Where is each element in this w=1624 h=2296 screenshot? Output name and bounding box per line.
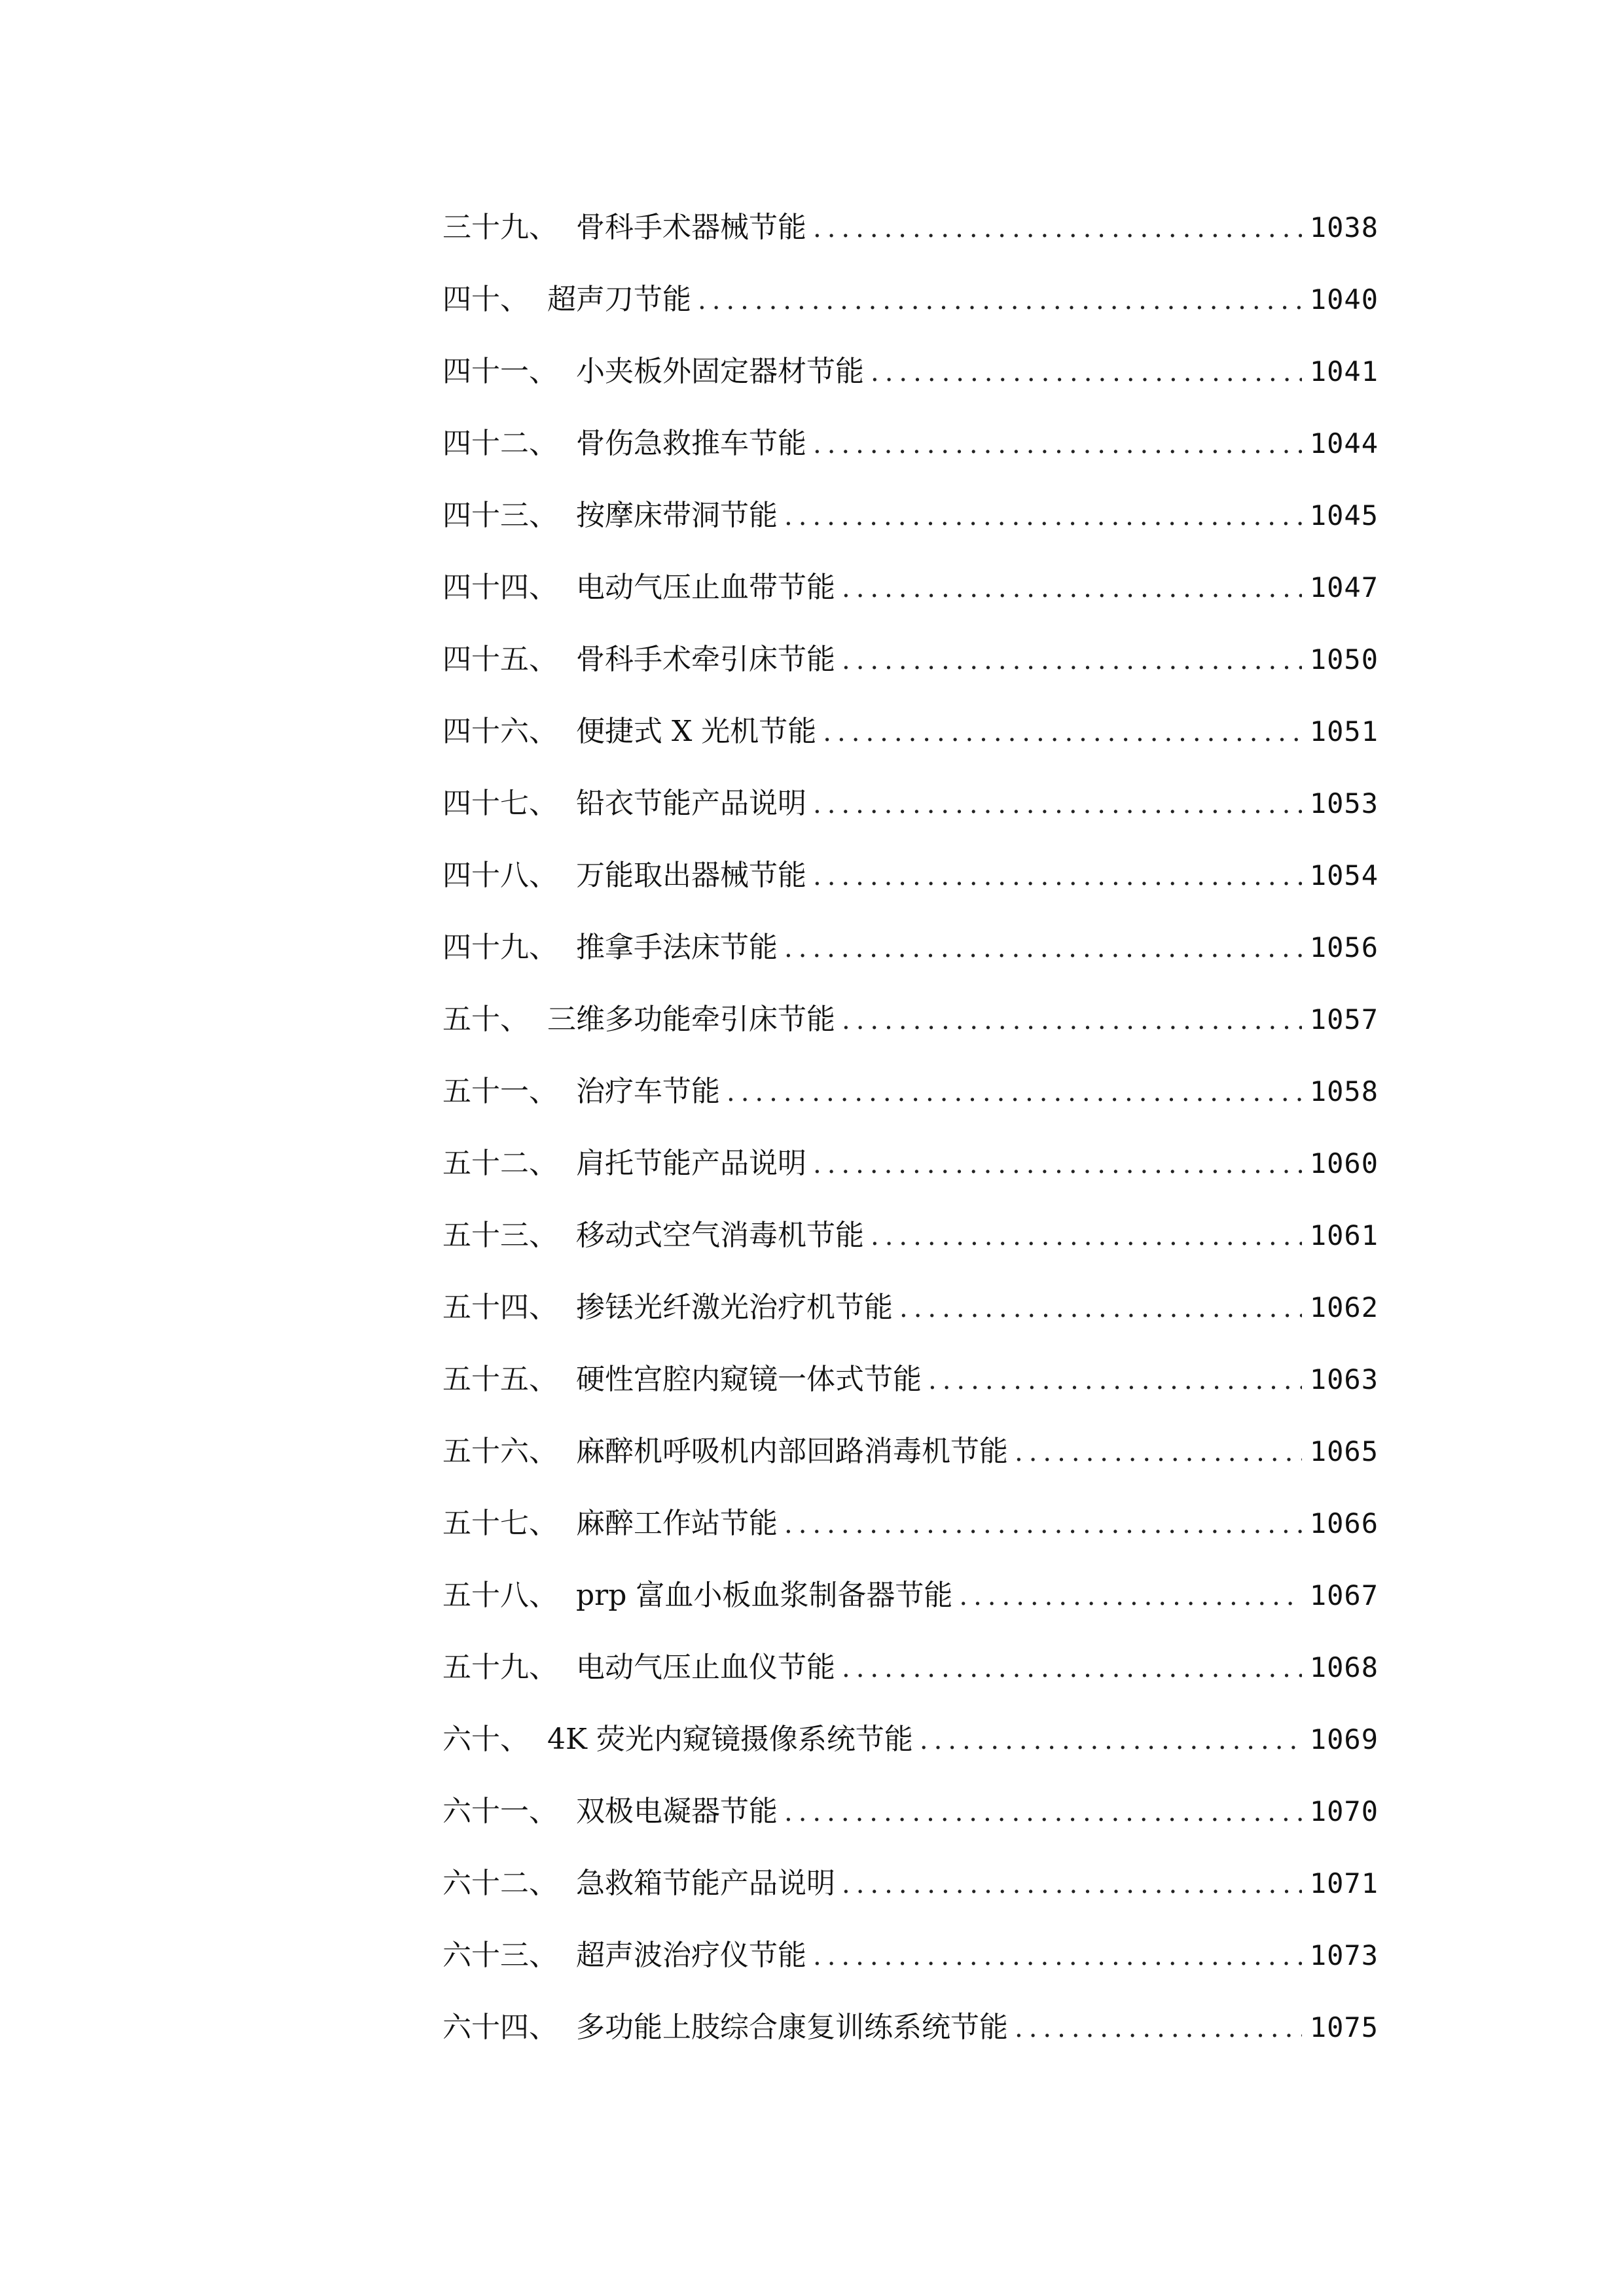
toc-entry-page: 1069 (1309, 1723, 1379, 1755)
toc-dot-leader (842, 1861, 1302, 1908)
toc-entry-page: 1075 (1309, 2011, 1379, 2043)
toc-entry-title: 电动气压止血仪节能 (576, 1651, 835, 1684)
toc-entry-number: 四十二、 (442, 427, 558, 460)
toc-entry-number: 六十、 (442, 1723, 529, 1756)
toc-entry[interactable] (442, 348, 1379, 420)
toc-entry-page: 1056 (1309, 931, 1379, 963)
toc-entry-title: 骨伤急救推车节能 (576, 427, 806, 460)
toc-entry-page: 1054 (1309, 859, 1379, 891)
toc-dot-leader (784, 1501, 1302, 1548)
toc-dot-leader (842, 637, 1302, 684)
toc-entry-number: 五十四、 (442, 1291, 558, 1324)
toc-entry-page: 1041 (1309, 355, 1379, 387)
toc-dot-leader (899, 1285, 1302, 1332)
toc-dot-leader (784, 1789, 1302, 1836)
toc-entry-title: 掺铥光纤激光治疗机节能 (576, 1291, 893, 1324)
toc-entry-page: 1068 (1309, 1651, 1379, 1683)
toc-entry[interactable] (442, 924, 1379, 996)
toc-entry-number: 四十一、 (442, 355, 558, 388)
toc-entry[interactable] (442, 780, 1379, 852)
toc-entry[interactable] (442, 1284, 1379, 1356)
toc-entry-title: 三维多功能牵引床节能 (547, 1003, 835, 1036)
toc-entry-title: 硬性宫腔内窥镜一体式节能 (576, 1363, 922, 1396)
toc-dot-leader (813, 205, 1302, 252)
toc-dot-leader (1015, 2005, 1302, 2052)
toc-entry[interactable] (442, 1500, 1379, 1572)
toc-entry-number: 五十五、 (442, 1363, 558, 1396)
toc-entry-number: 四十八、 (442, 859, 558, 892)
toc-dot-leader (842, 997, 1302, 1044)
toc-entry-page: 1053 (1309, 787, 1379, 819)
toc-dot-leader (727, 1069, 1302, 1116)
toc-entry-page: 1045 (1309, 499, 1379, 531)
toc-entry-title: 便捷式 X 光机节能 (576, 715, 817, 748)
toc-entry-page: 1044 (1309, 427, 1379, 459)
toc-dot-leader (813, 781, 1302, 828)
toc-entry-number: 六十二、 (442, 1867, 558, 1900)
toc-entry-title: 推拿手法床节能 (576, 931, 778, 964)
toc-entry[interactable] (442, 1356, 1379, 1428)
toc-entry-number: 四十五、 (442, 643, 558, 676)
toc-entry-page: 1073 (1309, 1939, 1379, 1971)
toc-entry-title: 骨科手术牵引床节能 (576, 643, 835, 676)
toc-entry-title: 4K 荧光内窥镜摄像系统节能 (547, 1723, 913, 1756)
toc-entry-page: 1061 (1309, 1219, 1379, 1251)
toc-entry-number: 四十四、 (442, 571, 558, 604)
toc-entry-number: 五十二、 (442, 1147, 558, 1180)
toc-entry-title: 万能取出器械节能 (576, 859, 806, 892)
toc-entry-title: 双极电凝器节能 (576, 1795, 778, 1828)
toc-entry[interactable] (442, 1212, 1379, 1284)
toc-entry[interactable] (442, 492, 1379, 564)
toc-entry[interactable] (442, 1932, 1379, 2004)
toc-entry[interactable] (442, 1428, 1379, 1500)
toc-entry[interactable] (442, 1644, 1379, 1716)
toc-entry-page: 1065 (1309, 1435, 1379, 1467)
toc-entry[interactable] (442, 852, 1379, 924)
toc-entry-page: 1060 (1309, 1147, 1379, 1179)
toc-dot-leader (823, 709, 1302, 756)
toc-entry-number: 三十九、 (442, 211, 558, 244)
toc-dot-leader (784, 493, 1302, 540)
toc-entry-number: 六十三、 (442, 1939, 558, 1972)
toc-dot-leader (784, 925, 1302, 972)
table-of-contents (442, 204, 1379, 2076)
toc-entry-page: 1071 (1309, 1867, 1379, 1899)
toc-entry-page: 1047 (1309, 571, 1379, 603)
toc-entry[interactable] (442, 1788, 1379, 1860)
toc-dot-leader (1015, 1429, 1302, 1476)
toc-entry-title: 治疗车节能 (576, 1075, 720, 1108)
toc-dot-leader (959, 1573, 1301, 1620)
toc-entry-number: 六十一、 (442, 1795, 558, 1828)
toc-entry-number: 四十六、 (442, 715, 558, 748)
toc-entry-title: prp 富血小板血浆制备器节能 (576, 1579, 953, 1612)
toc-entry[interactable] (442, 636, 1379, 708)
toc-entry-page: 1062 (1309, 1291, 1379, 1323)
toc-entry-title: 急救箱节能产品说明 (576, 1867, 835, 1900)
toc-entry-title: 小夹板外固定器材节能 (576, 355, 864, 388)
toc-entry-title: 按摩床带洞节能 (576, 499, 778, 532)
toc-entry-page: 1040 (1309, 283, 1379, 315)
toc-entry[interactable] (442, 708, 1379, 780)
toc-entry-number: 五十一、 (442, 1075, 558, 1108)
toc-entry-page: 1051 (1309, 715, 1379, 747)
toc-entry[interactable] (442, 996, 1379, 1068)
toc-dot-leader (698, 277, 1302, 324)
toc-dot-leader (813, 853, 1302, 900)
toc-entry-number: 五十八、 (442, 1579, 558, 1612)
toc-entry[interactable] (442, 276, 1379, 348)
toc-entry-title: 铅衣节能产品说明 (576, 787, 806, 820)
toc-entry-page: 1057 (1309, 1003, 1379, 1035)
toc-entry-title: 肩托节能产品说明 (576, 1147, 806, 1180)
toc-entry-page: 1050 (1309, 643, 1379, 675)
toc-dot-leader (813, 1933, 1302, 1980)
toc-entry-page: 1038 (1309, 211, 1379, 243)
toc-entry[interactable] (442, 1140, 1379, 1212)
toc-entry-page: 1070 (1309, 1795, 1379, 1827)
toc-entry[interactable] (442, 1068, 1379, 1140)
toc-entry-page: 1067 (1309, 1579, 1379, 1611)
toc-entry-title: 多功能上肢综合康复训练系统节能 (576, 2011, 1008, 2044)
toc-entry[interactable] (442, 564, 1379, 636)
toc-entry-title: 骨科手术器械节能 (576, 211, 806, 244)
toc-entry-number: 四十九、 (442, 931, 558, 964)
toc-entry[interactable] (442, 204, 1379, 276)
toc-entry-number: 五十七、 (442, 1507, 558, 1540)
toc-entry-title: 超声波治疗仪节能 (576, 1939, 806, 1972)
toc-entry-number: 四十三、 (442, 499, 558, 532)
toc-entry-page: 1066 (1309, 1507, 1379, 1539)
toc-entry-page: 1058 (1309, 1075, 1379, 1107)
toc-dot-leader (871, 1213, 1302, 1260)
toc-entry-page: 1063 (1309, 1363, 1379, 1395)
toc-dot-leader (813, 1141, 1302, 1188)
toc-dot-leader (920, 1717, 1302, 1764)
toc-entry-title: 麻醉工作站节能 (576, 1507, 778, 1540)
toc-entry-number: 五十六、 (442, 1435, 558, 1468)
toc-entry-title: 移动式空气消毒机节能 (576, 1219, 864, 1252)
toc-entry-title: 电动气压止血带节能 (576, 571, 835, 604)
toc-entry-number: 五十三、 (442, 1219, 558, 1252)
toc-dot-leader (842, 1645, 1302, 1692)
toc-dot-leader (928, 1357, 1302, 1404)
toc-dot-leader (871, 349, 1302, 396)
toc-entry-number: 四十、 (442, 283, 529, 316)
toc-dot-leader (842, 565, 1302, 612)
toc-entry-number: 五十、 (442, 1003, 529, 1036)
toc-entry[interactable] (442, 2004, 1379, 2076)
toc-entry-number: 五十九、 (442, 1651, 558, 1684)
toc-entry[interactable] (442, 1860, 1379, 1932)
toc-entry-title: 麻醉机呼吸机内部回路消毒机节能 (576, 1435, 1008, 1468)
toc-entry[interactable] (442, 1716, 1379, 1788)
toc-entry-number: 六十四、 (442, 2011, 558, 2044)
toc-dot-leader (813, 421, 1302, 468)
toc-entry-number: 四十七、 (442, 787, 558, 820)
toc-entry[interactable] (442, 420, 1379, 492)
toc-entry[interactable] (442, 1572, 1379, 1644)
toc-entry-title: 超声刀节能 (547, 283, 691, 316)
